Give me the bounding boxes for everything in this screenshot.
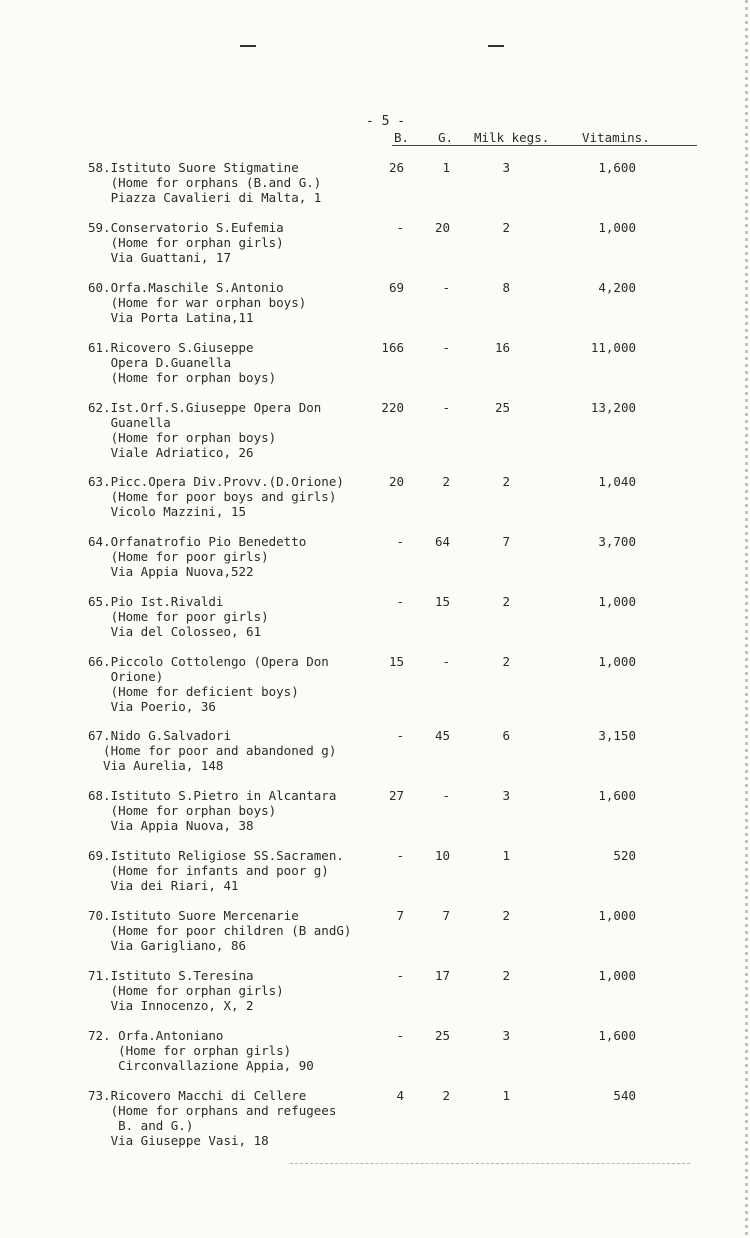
entry-detail: (Home for poor girls) [88,549,269,564]
count-boys: - [396,1028,404,1043]
entry-detail: Via Guattani, 17 [88,250,231,265]
entry-detail: Viale Adriatico, 26 [88,445,254,460]
vitamins: 4,200 [598,280,636,295]
count-girls: - [442,654,450,669]
vitamins: 1,000 [598,220,636,235]
count-boys: - [396,728,404,743]
milk-kegs: 7 [502,534,510,549]
count-girls: 1 [442,160,450,175]
count-boys: - [396,220,404,235]
milk-kegs: 3 [502,788,510,803]
entry-name: 66.Piccolo Cottolengo (Opera Don [88,654,329,669]
milk-kegs: 2 [502,474,510,489]
count-girls: - [442,340,450,355]
entry-name: 60.Orfa.Maschile S.Antonio [88,280,284,295]
footer-rule [290,1163,690,1164]
table-row [88,848,658,893]
table-row [88,788,658,833]
entry-detail: Via Garigliano, 86 [88,938,247,953]
entry-detail: Via dei Riari, 41 [88,878,239,893]
entry-detail: Circonvallazione Appia, 90 [88,1058,314,1073]
vitamins: 1,600 [598,160,636,175]
entry-detail: Via Innocenzo, X, 2 [88,998,254,1013]
table-row [88,1088,658,1148]
count-boys: 7 [396,908,404,923]
count-boys: 15 [388,654,404,669]
vitamins: 3,700 [598,534,636,549]
count-girls: - [442,280,450,295]
scan-mark [488,45,504,47]
entry-name: 67.Nido G.Salvadori [88,728,231,743]
milk-kegs: 1 [502,1088,510,1103]
count-boys: 27 [388,788,404,803]
entry-detail: (Home for orphans (B.and G.) [88,175,322,190]
vitamins: 1,000 [598,908,636,923]
milk-kegs: 3 [502,1028,510,1043]
count-girls: 20 [434,220,450,235]
count-boys: 4 [396,1088,404,1103]
entry-name: 65.Pio Ist.Rivaldi [88,594,224,609]
count-boys: 20 [388,474,404,489]
header-rule [392,145,697,146]
entry-detail: Piazza Cavalieri di Malta, 1 [88,190,322,205]
entry-detail: Vicolo Mazzini, 15 [88,504,247,519]
entry-detail: Opera D.Guanella [88,355,231,370]
scan-edge [745,0,748,1238]
entry-detail: (Home for infants and poor g) [88,863,329,878]
count-girls: 2 [442,1088,450,1103]
milk-kegs: 2 [502,968,510,983]
entry-detail: (Home for poor girls) [88,609,269,624]
entry-detail: Via Appia Nuova, 38 [88,818,254,833]
page-number: - 5 - [366,114,406,129]
entry-name: 72. Orfa.Antoniano [88,1028,224,1043]
vitamins: 1,000 [598,594,636,609]
table-row [88,1028,658,1073]
entry-detail: Via Aurelia, 148 [88,758,224,773]
entry-name: 58.Istituto Suore Stigmatine [88,160,299,175]
count-girls: 17 [434,968,450,983]
vitamins: 1,600 [598,1028,636,1043]
count-girls: 15 [434,594,450,609]
entry-detail: Via Appia Nuova,522 [88,564,254,579]
count-girls: 10 [434,848,450,863]
entry-name: 68.Istituto S.Pietro in Alcantara [88,788,337,803]
milk-kegs: 1 [502,848,510,863]
count-boys: 220 [381,400,404,415]
entry-name: 61.Ricovero S.Giuseppe [88,340,254,355]
entry-detail: Via Poerio, 36 [88,699,216,714]
milk-kegs: 3 [502,160,510,175]
entry-detail: (Home for poor children (B andG) [88,923,352,938]
entry-detail: Via Porta Latina,11 [88,310,254,325]
count-girls: 25 [434,1028,450,1043]
milk-kegs: 8 [502,280,510,295]
entry-name: 59.Conservatorio S.Eufemia [88,220,284,235]
entry-detail: (Home for orphan boys) [88,430,277,445]
entry-name: 70.Istituto Suore Mercenarie [88,908,299,923]
count-boys: 69 [388,280,404,295]
milk-kegs: 2 [502,220,510,235]
vitamins: 1,000 [598,968,636,983]
entry-detail: (Home for poor and abandoned g) [88,743,337,758]
table-row [88,220,658,265]
table-row [88,728,658,773]
count-girls: 2 [442,474,450,489]
table-row [88,474,658,519]
count-boys: 26 [388,160,404,175]
entry-detail: Via Giuseppe Vasi, 18 [88,1133,269,1148]
count-girls: 7 [442,908,450,923]
count-boys: - [396,594,404,609]
column-b: B. [394,130,410,145]
milk-kegs: 2 [502,908,510,923]
entry-detail: Orione) [88,669,164,684]
scan-mark [240,45,256,47]
vitamins: 1,040 [598,474,636,489]
entry-detail: (Home for orphans and refugees [88,1103,337,1118]
milk-kegs: 25 [494,400,510,415]
count-boys: - [396,848,404,863]
count-boys: - [396,968,404,983]
entry-detail: Guanella [88,415,171,430]
entry-name: 62.Ist.Orf.S.Giuseppe Opera Don [88,400,322,415]
table-row [88,654,658,714]
table-row [88,400,658,460]
milk-kegs: 16 [494,340,510,355]
table-row [88,340,658,385]
vitamins: 540 [613,1088,636,1103]
count-boys: 166 [381,340,404,355]
column-vitamins: Vitamins. [582,130,650,145]
entry-detail: (Home for orphan boys) [88,803,277,818]
entry-name: 71.Istituto S.Teresina [88,968,254,983]
table-row [88,594,658,639]
entry-name: 63.Picc.Opera Div.Provv.(D.Orione) [88,474,344,489]
vitamins: 13,200 [590,400,636,415]
table-row [88,908,658,953]
count-girls: 64 [434,534,450,549]
milk-kegs: 2 [502,654,510,669]
vitamins: 3,150 [598,728,636,743]
count-girls: - [442,788,450,803]
entry-detail: (Home for war orphan boys) [88,295,307,310]
entry-detail: (Home for orphan girls) [88,983,284,998]
entry-detail: (Home for orphan girls) [88,235,284,250]
table-row [88,968,658,1013]
table-row [88,280,658,325]
vitamins: 11,000 [590,340,636,355]
entry-detail: (Home for deficient boys) [88,684,299,699]
vitamins: 1,000 [598,654,636,669]
vitamins: 1,600 [598,788,636,803]
entry-name: 73.Ricovero Macchi di Cellere [88,1088,307,1103]
table-row [88,160,658,205]
entry-detail: Via del Colosseo, 61 [88,624,262,639]
milk-kegs: 2 [502,594,510,609]
count-boys: - [396,534,404,549]
entry-detail: B. and G.) [88,1118,194,1133]
vitamins: 520 [613,848,636,863]
entry-name: 64.Orfanatrofio Pio Benedetto [88,534,307,549]
column-milk: Milk kegs. [474,130,550,145]
count-girls: - [442,400,450,415]
entry-detail: (Home for orphan boys) [88,370,277,385]
column-g: G. [438,130,454,145]
entry-name: 69.Istituto Religiose SS.Sacramen. [88,848,344,863]
count-girls: 45 [434,728,450,743]
milk-kegs: 6 [502,728,510,743]
table-row [88,534,658,579]
entry-detail: (Home for orphan girls) [88,1043,292,1058]
entry-detail: (Home for poor boys and girls) [88,489,337,504]
